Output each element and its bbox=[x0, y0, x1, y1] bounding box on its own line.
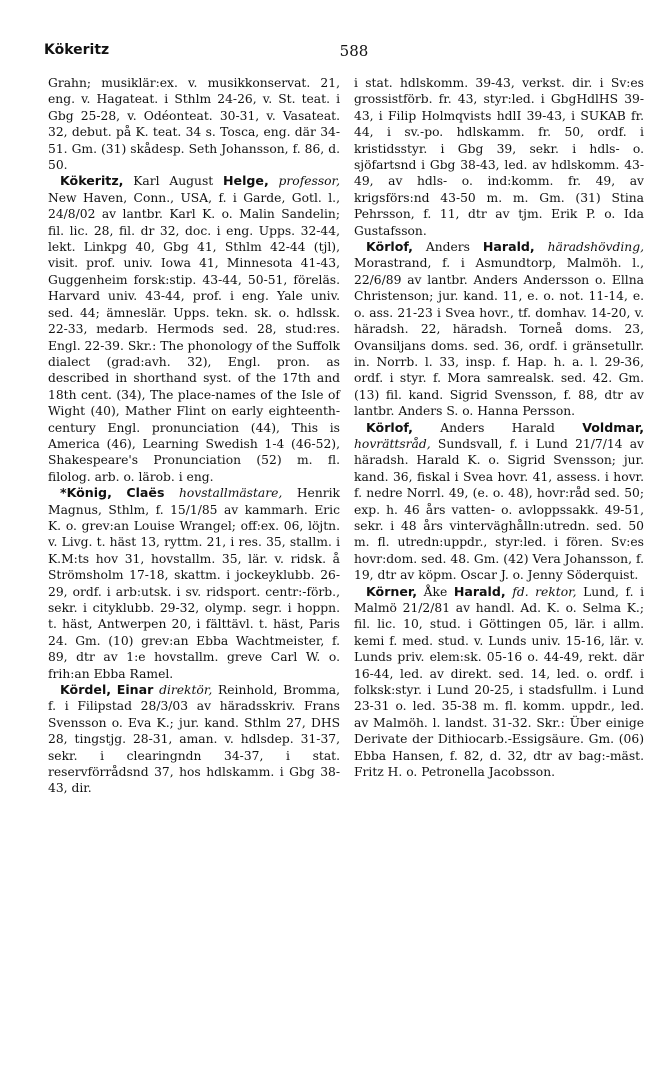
entry-title: professor, bbox=[278, 174, 340, 189]
entry-text: Grahn; musiklär:ex. v. musikkonservat. 21, eng. v. Hagateat. i Sthlm 24-26, v. St. teat. i Gbg 25-28, v. Odéonteat. 30-31, v. Vasateat. 32, debut. på K. teat. 34 s. Tosca, eng. där 34-51. Gm. (31) skådesp. Seth Johansson, f. 86, d. 50. bbox=[48, 76, 340, 173]
entry-forenames: Åke bbox=[417, 584, 454, 599]
entry-kordel bbox=[48, 682, 340, 797]
entry-text: Lund, f. i Malmö 21/2/81 av handl. Ad. K. o. Selma K.; fil. lic. 10, stud. i Göttingen 05, lär. i allm. kemi f. med. stud. v. Lunds univ. 15-16, lär. v. Lunds priv. elem:sk. 05-16 o. 44-49, rekt. där 16-44, led. av direkt. sed. 14, led. o. ordf. i folksk:styr. i Lund 20-25, i stadsfullm. i Lund 23-31 o. led. 35-38 m. fl. komm. uppdr., led. av Malmöh. l. landst. 31-32. Skr.: Über einige Derivate der Dithiocarb.-Essigsäure. Gm. (06) Ebba Hansen, f. 82, d. 32, dtr av bag:-mäst. Fritz H. o. Petronella Jacobsson. bbox=[354, 584, 644, 780]
entry-continuation bbox=[48, 75, 340, 173]
entry-title: häradshövding, bbox=[547, 240, 644, 255]
entry-callname: Claës bbox=[126, 485, 165, 501]
entry-surname: Kökeritz, bbox=[60, 173, 124, 189]
entry-continuation bbox=[354, 75, 644, 239]
entry-forenames bbox=[112, 486, 127, 500]
entry-surname: Körlof, bbox=[366, 419, 413, 435]
entry-surname: Körlof, bbox=[366, 239, 413, 255]
entry-callname: Harald, bbox=[453, 583, 506, 599]
entry-forenames: Anders Harald bbox=[412, 420, 583, 435]
entry-text: Reinhold, Bromma, f. i Filipstad 28/3/03 av häradsskriv. Frans Svensson o. Eva K.; jur. kand. Sthlm 27, DHS 28, tingstjg. 28-31, aman. v. hdlsdep. 31-37, sekr. i clearingndn 34-37, i stat. reservförrådsnd 37, hos hdlskamm. i Gbg 38-43, dir. bbox=[48, 683, 340, 796]
entry-korlof-harald bbox=[354, 239, 644, 419]
left-column bbox=[48, 75, 340, 797]
entry-title: direktör, bbox=[159, 683, 213, 698]
entry-text: Morastrand, f. i Asmundtorp, Malmöh. l., 22/6/89 av lantbr. Anders Andersson o. Ellna Christenson; jur. kand. 11, e. o. not. 11-14, e. o. ass. 21-23 i Svea hovr., tf. domhav. 14-20, v. häradsh. 22, häradsh. Torneå doms. 23, Ovansiljans doms. sed. 36, ordf. i gränsetullr. in. Norrb. l. 33, insp. f. Hap. h. a. l. 29-36, ordf. i styr. f. Mora samrealsk. sed. 42. Gm. (13) fil. kand. Sigrid Svensson, f. 88, dtr av lantbr. Anders S. o. Hanna Persson. bbox=[354, 256, 644, 419]
entry-callname: Harald, bbox=[482, 239, 535, 255]
entry-text: New Haven, Conn., USA, f. i Garde, Gotl. l., 24/8/02 av lantbr. Karl K. o. Malin Sandelin; fil. lic. 28, fil. dr 32, doc. i eng. Upps. 32-44, lekt. Linkpg 40, Gbg 41, Sthlm 42-44 (tjl), visit. prof. univ. Iowa 41, Minnesota 41-43, Guggenheim forsk:stip. 43-44, 50-51, föreläs. Harvard univ. 43-44, prof. i eng. Yale univ. sed. 44; ämneslär. Upps. tekn. sk. o. hdlssk. 22-33, medarb. Hermods sed. 28, stud:res. Engl. 22-39. Skr.: The phonology of the Suffolk dialect (grad:avh. 32), Engl. pron. as described in shorthand syst. of the 17th and 18th cent. (34), The place-names of the Isle of Wight (40), Mather Flint on early eighteenth-century Engl. pronunciation (44), This is America (46), Learning Swedish 1-4 (46-52), Shakespeare's Pronunciation (52) m. fl. filolog. arb. o. lärob. i eng. bbox=[48, 190, 340, 484]
page-number: 588 bbox=[339, 42, 369, 60]
entry-text: Henrik Magnus, Sthlm, f. 15/1/85 av kammarh. Eric K. o. grev:an Louise Wrangel; off:ex. 06, löjtn. v. Livg. t. häst 13, ryttm. 21, i res. 35, stallm. i K.M:ts hov 31, hovstallm. 35, lär. v. ridsk. å Strömsholm 17-18, skattm. i jockeyklubb. 26-29, ordf. i arb:utsk. i sv. ridsport. centr:-förb., sekr. i cityklubb. 29-32, olymp. segr. i hoppn. t. häst, Antwerpen 20, i fälttävl. t. häst, Paris 24. Gm. (10) grev:an Ebba Wachtmeister, f. 89, dtr av 1:e hovstallm. greve Carl W. o. frih:an Ebba Ramel. bbox=[48, 486, 340, 681]
entry-korner bbox=[354, 584, 644, 781]
entry-text: i stat. hdlskomm. 39-43, verkst. dir. i Sv:es grossistförb. fr. 43, styr:led. i GbgHdlHS 39-43, i Filip Holmqvists hdlI 39-43, i SUKAB fr. 44, i sv.-po. hdlskamm. fr. 50, ordf. i kristidsstyr. i Gbg 39, sekr. i hdls- o. sjöfartsnd i Gbg 38-43, led. av hdlskomm. 43-49, av hdls- o. ind:komm. fr. 49, av krigsförs:nd 43-50 m. m. Gm. (31) Stina Pehrsson, f. 11, dtr av tjm. Erik P. o. Ida Gustafsson. bbox=[354, 76, 644, 238]
right-column bbox=[354, 75, 644, 780]
entry-surname: Körner, bbox=[366, 583, 418, 599]
entry-surname: Kördel, bbox=[60, 682, 112, 698]
entry-forenames: Anders bbox=[412, 240, 483, 255]
entry-callname: Helge, bbox=[223, 173, 269, 189]
entry-title: hovrättsråd, bbox=[354, 436, 431, 451]
entry-forenames: Karl August bbox=[123, 174, 223, 189]
entry-korlof-voldmar bbox=[354, 420, 644, 584]
entry-surname: *König, bbox=[60, 485, 112, 501]
entry-title: fd. rektor, bbox=[512, 584, 577, 599]
entry-title: hovstallmästare, bbox=[178, 486, 283, 501]
running-header bbox=[44, 42, 624, 64]
running-head: Kökeritz bbox=[44, 42, 110, 58]
entry-kokeritz bbox=[48, 173, 340, 485]
entry-text: Sundsvall, f. i Lund 21/7/14 av häradsh. Harald K. o. Sigrid Svensson; jur. kand. 36, fiskal i Svea hovr. 41, assess. i hovr. f. nedre Norrl. 49, (e. o. 48), hovr:råd sed. 50; exp. h. 46 års vatten- o. avloppssakk. 49-51, sekr. i 48 års vinterväghålln:utredn. sed. 50 m. fl. utredn:uppdr., styr:led. i fören. Sv:es hovr:dom. sed. 48. Gm. (42) Vera Johansson, f. 19, dtr av köpm. Oscar J. o. Jenny Söderquist. bbox=[354, 436, 644, 583]
entry-callname: Voldmar, bbox=[582, 419, 644, 435]
entry-konig bbox=[48, 485, 340, 682]
entry-callname: Einar bbox=[116, 682, 154, 698]
